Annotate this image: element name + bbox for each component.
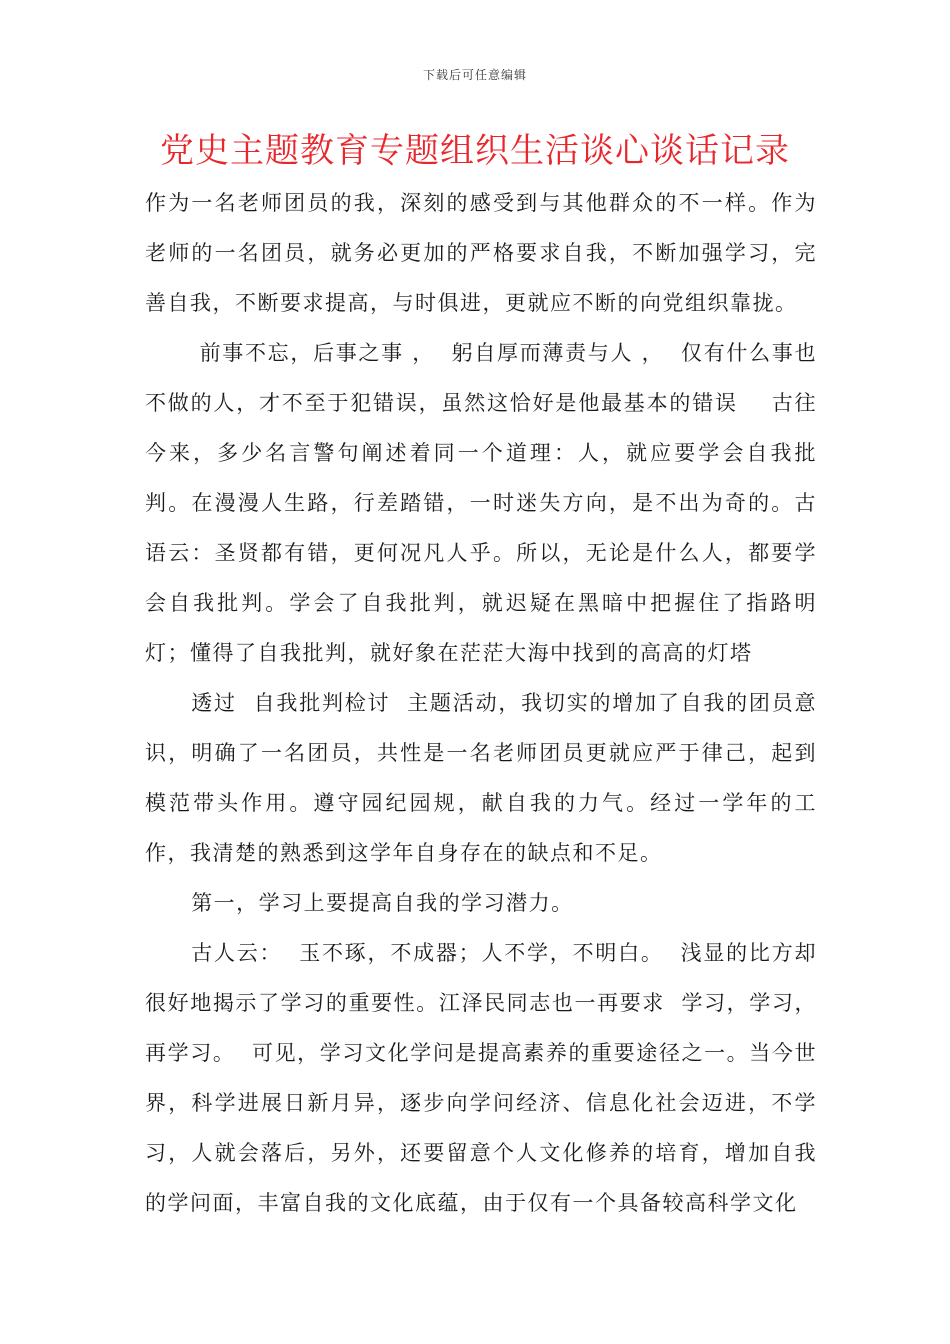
paragraph-2: 前事不忘，后事之事 ， 躬自厚而薄责与人 ， 仅有什么事也不做的人，才不至于犯错误，虽然这恰好是他最基本的错误 古往今来，多少名言警句阐述着同一个道理：人，就应要学会自我批判。在漫漫人生路，行差踏错，一时迷失方向，是不出为奇的。古语云：圣贤都有错，更何况凡人乎。所以，无论是什么人，都要学会自我批判。学会了自我批判，就迟疑在黑暗中把握住了指路明灯；懂得了自我批判，就好象在茫茫大海中找到的高高的灯塔 <box>145 341 817 665</box>
paragraph-1: 作为一名老师团员的我，深刻的感受到与其他群众的不一样。作为老师的一名团员，就务必更加的严格要求自我，不断加强学习，完善自我，不断要求提高，与时俱进，更就应不断的向党组织靠拢。 <box>145 191 817 315</box>
document-body <box>145 178 817 1228</box>
document-title: 党史主题教育专题组织生活谈心谈话记录 <box>160 131 790 171</box>
paragraph-3: 透过 自我批判检讨 主题活动，我切实的增加了自我的团员意识，明确了一名团员，共性是一名老师团员更就应严于律己，起到模范带头作用。遵守园纪园规，献自我的力气。经过一学年的工作，我清楚的熟悉到这学年自身存在的缺点和不足。 <box>145 691 817 865</box>
paragraph-5: 古人云： 玉不琢，不成器；人不学，不明白。 浅显的比方却很好地揭示了学习的重要性。江泽民同志也一再要求 学习，学习，再学习。 可见，学习文化学问是提高素养的重要途径之一。当今世界，科学进展日新月异，逐步向学问经济、信息化社会迈进，不学习，人就会落后，另外，还要留意个人文化修养的培育，增加自我的学问面，丰富自我的文化底蕴，由于仅有一个具备较高科学文化 <box>145 941 817 1215</box>
page-header-note: 下载后可任意编辑 <box>422 68 527 82</box>
paragraph-4: 第一，学习上要提高自我的学习潜力。 <box>191 891 574 915</box>
